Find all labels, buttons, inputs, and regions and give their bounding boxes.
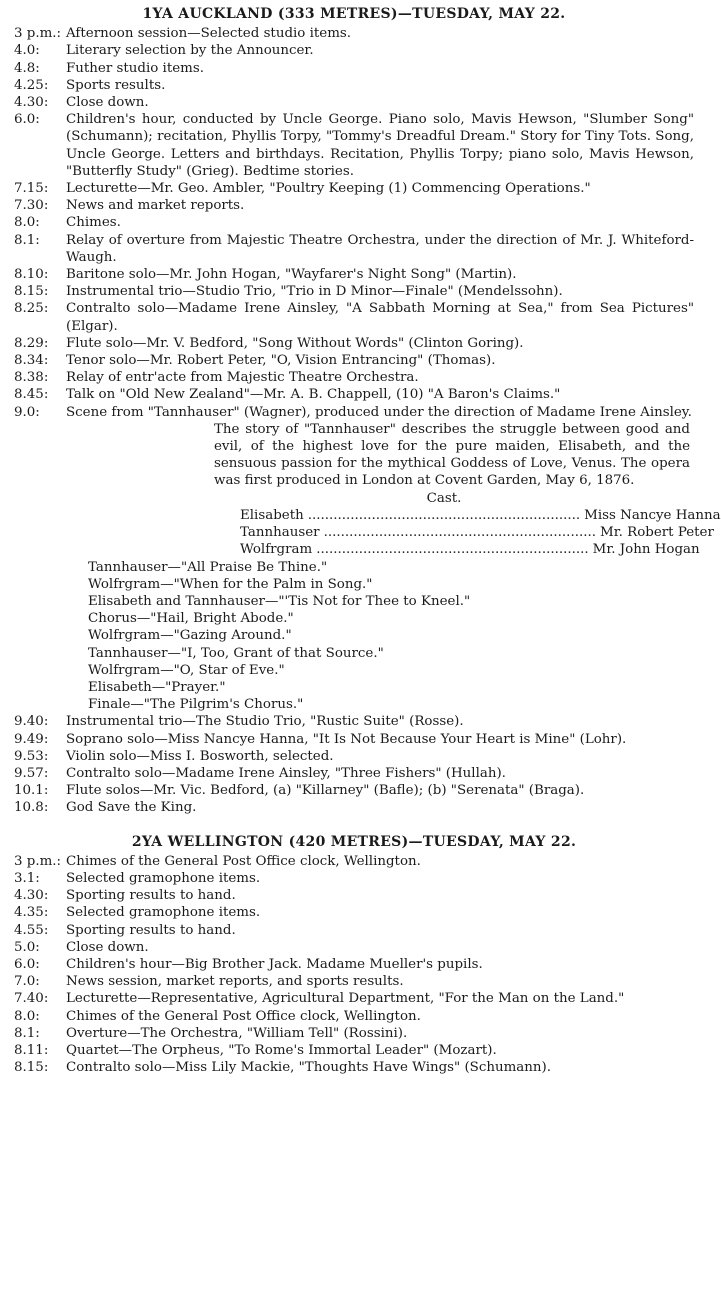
entry-time: 10.1: bbox=[14, 783, 49, 799]
schedule-entry bbox=[14, 922, 694, 939]
entry-time: 8.1: bbox=[14, 232, 40, 248]
entry-text: Contralto solo—Madame Irene Ainsley, "A Sabbath Morning at Sea," from Sea Pictures" (Elgar). bbox=[66, 301, 694, 334]
schedule-entry bbox=[14, 404, 694, 421]
entry-text: Sporting results to hand. bbox=[66, 922, 236, 938]
schedule-entry bbox=[14, 197, 694, 214]
entry-text: Children's hour—Big Brother Jack. Madame Mueller's pupils. bbox=[66, 956, 483, 972]
entry-time: 5.0: bbox=[14, 939, 40, 955]
entry-time: 8.0: bbox=[14, 215, 40, 231]
entry-text: Chimes of the General Post Office clock, Wellington. bbox=[66, 1008, 421, 1024]
entry-time: 6.0: bbox=[14, 112, 40, 128]
schedule-entry bbox=[14, 1008, 694, 1025]
entry-time: 4.30: bbox=[14, 888, 49, 904]
entry-text: Sports results. bbox=[66, 77, 166, 93]
entry-text: Close down. bbox=[66, 95, 149, 111]
entry-time: 4.30: bbox=[14, 95, 49, 111]
entry-time: 8.10: bbox=[14, 267, 49, 283]
schedule-entry bbox=[14, 1025, 694, 1042]
entry-text: Selected gramophone items. bbox=[66, 870, 261, 886]
entry-text: Contralto solo—Miss Lily Mackie, "Thoughts Have Wings" (Schumann). bbox=[66, 1060, 552, 1076]
entry-text: Flute solos—Mr. Vic. Bedford, (a) "Killarney" (Bafle); (b) "Serenata" (Braga). bbox=[66, 783, 585, 799]
cast-role: Tannhauser bbox=[240, 525, 320, 541]
entry-time: 9.57: bbox=[14, 765, 49, 781]
schedule-entry bbox=[14, 973, 694, 990]
cast-actor: Mr. Robert Peter bbox=[599, 525, 714, 541]
schedule-entry bbox=[14, 352, 694, 369]
entry-time: 8.45: bbox=[14, 387, 49, 403]
entry-text: Talk on "Old New Zealand"—Mr. A. B. Chappell, (10) "A Baron's Claims." bbox=[66, 387, 561, 403]
entry-text: Relay of entr'acte from Majestic Theatre Orchestra. bbox=[66, 370, 419, 386]
entry-text: Overture—The Orchestra, "William Tell" (Rossini). bbox=[66, 1025, 408, 1041]
entry-text: Lecturette—Mr. Geo. Ambler, "Poultry Keeping (1) Commencing Operations." bbox=[66, 181, 591, 197]
entry-time: 8.11: bbox=[14, 1042, 49, 1058]
cast-list bbox=[14, 507, 721, 559]
scene-item: Tannhauser—"I, Too, Grant of that Source." bbox=[88, 645, 384, 661]
cast-actor: Miss Nancye Hanna bbox=[584, 507, 721, 523]
scene-item: Elisabeth and Tannhauser—"'Tis Not for Thee to Kneel." bbox=[88, 593, 471, 609]
entry-text: Soprano solo—Miss Nancye Hanna, "It Is Not Because Your Heart is Mine" (Lohr). bbox=[66, 731, 627, 747]
entry-time: 8.25: bbox=[14, 301, 49, 317]
scene-list bbox=[88, 559, 694, 714]
entry-text: Relay of overture from Majestic Theatre Orchestra, under the direction of Mr. J. Whiteford-Waugh. bbox=[66, 232, 694, 265]
schedule-entry bbox=[14, 870, 694, 887]
scene-item: Wolfrgram—"O, Star of Eve." bbox=[88, 662, 285, 678]
entry-time: 8.15: bbox=[14, 1060, 49, 1076]
schedule-entry bbox=[14, 939, 694, 956]
entry-time: 9.49: bbox=[14, 731, 49, 747]
entry-time: 4.35: bbox=[14, 905, 49, 921]
schedule-entry bbox=[14, 904, 694, 921]
schedule-entry bbox=[14, 232, 694, 266]
schedule-entry bbox=[14, 214, 694, 231]
entry-time: 9.53: bbox=[14, 748, 49, 764]
entry-time: 4.8: bbox=[14, 60, 40, 76]
entry-text: Sporting results to hand. bbox=[66, 888, 236, 904]
entry-text: Afternoon session—Selected studio items. bbox=[66, 26, 352, 42]
leader-dots: ................................................................ bbox=[316, 542, 589, 558]
entry-text: Contralto solo—Madame Irene Ainsley, "Three Fishers" (Hullah). bbox=[66, 765, 506, 781]
entry-text: Children's hour, conducted by Uncle George. Piano solo, Mavis Hewson, "Slumber Song" (Schumann); recitation, Phyllis Torpy, "Tommy's Dreadful Dream." Story for Tiny Tots. Song, Uncle George. Letters and birthdays. Recitation, Phyllis Torpy; piano solo, Mavis Hewson, "Butterfly Study" (Grieg). Bedtime stories. bbox=[66, 112, 694, 179]
entry-text: Lecturette—Representative, Agricultural Department, "For the Man on the Land." bbox=[66, 991, 625, 1007]
cast-row bbox=[240, 541, 700, 558]
entry-time: 10.8: bbox=[14, 800, 49, 816]
wellington-schedule bbox=[14, 853, 694, 1077]
schedule-entry bbox=[14, 25, 694, 42]
entry-text: Instrumental trio—Studio Trio, "Trio in D Minor—Finale" (Mendelssohn). bbox=[66, 284, 563, 300]
schedule-entry bbox=[14, 386, 694, 403]
entry-time: 7.0: bbox=[14, 974, 40, 990]
scene-item: Chorus—"Hail, Bright Abode." bbox=[88, 611, 294, 627]
schedule-entry bbox=[14, 283, 694, 300]
scene-item: Tannhauser—"All Praise Be Thine." bbox=[88, 559, 328, 575]
schedule-entry bbox=[14, 335, 694, 352]
entry-time: 9.0: bbox=[14, 404, 40, 420]
cast-role: Wolfrgram bbox=[240, 542, 313, 558]
entry-time: 9.40: bbox=[14, 714, 49, 730]
scene-item: Wolfrgram—"Gazing Around." bbox=[88, 628, 292, 644]
schedule-entry bbox=[14, 180, 694, 197]
auckland-schedule-late bbox=[14, 713, 694, 816]
entry-text: Chimes of the General Post Office clock, Wellington. bbox=[66, 853, 421, 869]
entry-time: 3.1: bbox=[14, 870, 40, 886]
cast-row bbox=[240, 524, 714, 541]
entry-text: Scene from "Tannhauser" (Wagner), produced under the direction of Madame Irene Ainsley. bbox=[66, 404, 692, 420]
schedule-entry bbox=[14, 782, 694, 799]
entry-time: 7.40: bbox=[14, 991, 49, 1007]
entry-text: Violin solo—Miss I. Bosworth, selected. bbox=[66, 748, 334, 764]
cast-row bbox=[240, 507, 721, 524]
entry-text: Literary selection by the Announcer. bbox=[66, 43, 314, 59]
schedule-entry bbox=[14, 77, 694, 94]
entry-text: News session, market reports, and sports results. bbox=[66, 974, 404, 990]
schedule-entry bbox=[14, 731, 694, 748]
opera-story: The story of "Tannhauser" describes the struggle between good and evil, of the highest love for the pure maiden, Elisabeth, and the sensuous passion for the mythical Goddess of Love, Venus. The opera was first produced in London at Covent Garden, May 6, 1876. bbox=[214, 421, 690, 489]
entry-text: God Save the King. bbox=[66, 800, 197, 816]
schedule-entry bbox=[14, 990, 694, 1007]
entry-text: Tenor solo—Mr. Robert Peter, "O, Vision Entrancing" (Thomas). bbox=[66, 353, 496, 369]
entry-text: Futher studio items. bbox=[66, 60, 204, 76]
entry-text: Selected gramophone items. bbox=[66, 905, 261, 921]
schedule-entry bbox=[14, 748, 694, 765]
scene-item: Wolfrgram—"When for the Palm in Song." bbox=[88, 576, 373, 592]
cast-actor: Mr. John Hogan bbox=[592, 542, 700, 558]
schedule-entry bbox=[14, 94, 694, 111]
entry-time: 7.30: bbox=[14, 198, 49, 214]
schedule-entry bbox=[14, 887, 694, 904]
entry-time: 8.1: bbox=[14, 1025, 40, 1041]
auckland-schedule bbox=[14, 25, 694, 421]
section-title-auckland: 1YA AUCKLAND (333 METRES)—TUESDAY, MAY 22. bbox=[142, 6, 566, 22]
entry-text: Instrumental trio—The Studio Trio, "Rustic Suite" (Rosse). bbox=[66, 714, 464, 730]
entry-time: 3 p.m.: bbox=[14, 853, 62, 869]
cast-role: Elisabeth bbox=[240, 507, 304, 523]
entry-time: 4.55: bbox=[14, 922, 49, 938]
section-title-wellington: 2YA WELLINGTON (420 METRES)—TUESDAY, MAY 22. bbox=[131, 833, 577, 850]
schedule-entry bbox=[14, 765, 694, 782]
entry-text: Quartet—The Orpheus, "To Rome's Immortal Leader" (Mozart). bbox=[66, 1042, 497, 1058]
entry-time: 8.29: bbox=[14, 335, 49, 351]
schedule-entry bbox=[14, 1059, 694, 1076]
schedule-entry bbox=[14, 266, 694, 283]
schedule-entry bbox=[14, 1042, 694, 1059]
entry-text: Chimes. bbox=[66, 215, 121, 231]
entry-time: 7.15: bbox=[14, 181, 49, 197]
entry-time: 8.15: bbox=[14, 284, 49, 300]
entry-time: 8.34: bbox=[14, 353, 49, 369]
schedule-entry bbox=[14, 42, 694, 59]
entry-time: 8.38: bbox=[14, 370, 49, 386]
schedule-entry bbox=[14, 60, 694, 77]
scene-item: Finale—"The Pilgrim's Chorus." bbox=[88, 697, 304, 713]
schedule-entry bbox=[14, 799, 694, 816]
entry-text: Close down. bbox=[66, 939, 149, 955]
entry-time: 6.0: bbox=[14, 956, 40, 972]
entry-time: 8.0: bbox=[14, 1008, 40, 1024]
schedule-entry bbox=[14, 713, 694, 730]
schedule-entry bbox=[14, 956, 694, 973]
schedule-entry bbox=[14, 300, 694, 334]
leader-dots: ................................................................ bbox=[323, 525, 596, 541]
schedule-entry bbox=[14, 853, 694, 870]
entry-time: 4.0: bbox=[14, 43, 40, 59]
schedule-entry bbox=[14, 369, 694, 386]
schedule-entry bbox=[14, 111, 694, 180]
entry-time: 4.25: bbox=[14, 77, 49, 93]
entry-text: News and market reports. bbox=[66, 198, 245, 214]
scene-item: Elisabeth—"Prayer." bbox=[88, 679, 226, 695]
entry-time: 3 p.m.: bbox=[14, 26, 62, 42]
leader-dots: ................................................................ bbox=[307, 507, 581, 523]
cast-heading: Cast. bbox=[426, 490, 462, 506]
entry-text: Baritone solo—Mr. John Hogan, "Wayfarer's Night Song" (Martin). bbox=[66, 267, 517, 283]
entry-text: Flute solo—Mr. V. Bedford, "Song Without Words" (Clinton Goring). bbox=[66, 335, 524, 351]
